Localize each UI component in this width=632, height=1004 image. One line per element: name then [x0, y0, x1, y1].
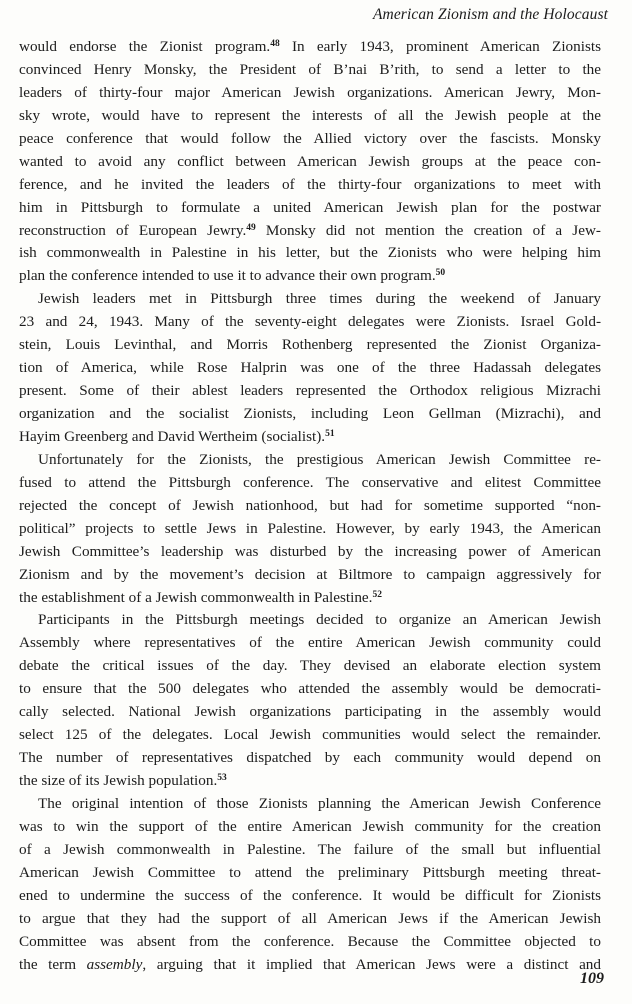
- emphasized-term: assembly: [86, 955, 143, 973]
- text-line: [19, 839, 601, 862]
- text-line: [19, 334, 601, 357]
- text-line: [19, 701, 601, 724]
- text-run: The original intention of those Zionists planning the American Jewish Conference: [38, 794, 601, 812]
- text-run: In early 1943, prominent American Zionists: [279, 38, 601, 55]
- paragraph: [19, 288, 601, 449]
- text-line: [19, 770, 601, 793]
- footnote-ref: 51: [325, 428, 335, 439]
- text-run: debate the critical issues of the day. They devised an elaborate election system: [19, 657, 601, 675]
- text-run: to ensure that the 500 delegates who attended the assembly would be democrati-: [19, 680, 601, 698]
- text-run: Hayim Greenberg and David Wertheim (socialist).: [19, 427, 326, 445]
- text-run: political” projects to settle Jews in Palestine. However, by early 1943, the American: [19, 519, 601, 537]
- text-line: [19, 128, 601, 151]
- text-run: him in Pittsburgh to formulate a united American Jewish plan for the postwar: [19, 198, 601, 216]
- text-run: the establishment of a Jewish commonwealth in Palestine.: [19, 588, 373, 606]
- text-run: tion of America, while Rose Halprin was one of the three Hadassah delegates: [19, 359, 601, 377]
- text-line: [19, 495, 601, 518]
- text-run: Zionism and by the movement’s decision at Biltmore to campaign aggressively for: [19, 565, 601, 583]
- text-run: sky wrote, would have to represent the interests of all the Jewish people at the: [19, 106, 601, 124]
- text-line: [19, 36, 601, 59]
- text-run: Committee was absent from the conference. Because the Committee objected to: [19, 932, 601, 950]
- text-line: [19, 541, 601, 564]
- text-line: [19, 931, 601, 954]
- text-run: Jewish leaders met in Pittsburgh three times during the weekend of January: [38, 290, 601, 308]
- text-line: [19, 380, 601, 403]
- text-line: [19, 151, 601, 174]
- text-line: [19, 105, 601, 128]
- paragraph: [19, 609, 601, 793]
- text-run: Monsky did not mention the creation of a Jew-: [255, 221, 601, 239]
- text-run: Assembly where representatives of the entire American Jewish community could: [19, 634, 601, 652]
- text-run: the size of its Jewish population.: [19, 772, 218, 789]
- text-line: [19, 587, 601, 610]
- text-run: American Jewish Committee to attend the preliminary Pittsburgh meeting threat-: [19, 863, 601, 881]
- text-line: [19, 678, 601, 701]
- text-line: [19, 426, 601, 449]
- text-run: 23 and 24, 1943. Many of the seventy-eight delegates were Zionists. Israel Gold-: [19, 313, 601, 331]
- page-number: 109: [580, 970, 604, 987]
- body-text: [19, 36, 601, 976]
- text-run: present. Some of their ablest leaders represented the Orthodox religious Mizrachi: [19, 382, 601, 400]
- text-run: ish commonwealth in Palestine in his letter, but the Zionists who were helping him: [19, 244, 601, 262]
- text-run: was to win the support of the entire American Jewish community for the creation: [19, 817, 601, 835]
- text-line: [19, 220, 601, 243]
- text-run: to argue that they had the support of all American Jews if the American Jewish: [19, 909, 601, 927]
- text-line: [19, 288, 601, 311]
- text-line: [19, 564, 601, 587]
- text-run: convinced Henry Monsky, the President of B’nai B’rith, to send a letter to the: [19, 60, 601, 78]
- text-line: [19, 174, 601, 197]
- text-line: [19, 747, 601, 770]
- text-run: The number of representatives dispatched by each community would depend on: [19, 749, 601, 767]
- text-line: [19, 954, 601, 977]
- paragraph: [19, 793, 601, 977]
- text-run: organization and the socialist Zionists, including Leon Gellman (Mizrachi), and: [19, 405, 601, 422]
- text-line: [19, 816, 601, 839]
- text-line: [19, 609, 601, 632]
- paragraph: [19, 449, 601, 610]
- text-run: select 125 of the delegates. Local Jewish communities would select the remainder.: [19, 726, 601, 744]
- text-line: [19, 449, 601, 472]
- text-line: [19, 908, 601, 931]
- text-run: rejected the concept of Jewish nationhood, but had for sometime supported “non-: [19, 496, 601, 514]
- text-run: ened to undermine the success of the conference. It would be difficult for Zionists: [19, 886, 601, 904]
- text-line: [19, 885, 601, 908]
- text-line: [19, 357, 601, 380]
- text-line: [19, 793, 601, 816]
- text-run: of a Jewish commonwealth in Palestine. The failure of the small but influential: [19, 840, 601, 858]
- text-run: peace conference that would follow the Allied victory over the fascists. Monsky: [19, 129, 601, 147]
- footnote-ref: 49: [246, 222, 256, 233]
- text-line: [19, 403, 601, 426]
- text-run: reconstruction of European Jewry.: [19, 221, 247, 239]
- text-line: [19, 518, 601, 541]
- text-line: [19, 724, 601, 747]
- text-run: , arguing that it implied that American Jews were a distinct and: [142, 955, 601, 973]
- text-run: Jewish Committee’s leadership was disturbed by the increasing power of American: [19, 542, 601, 560]
- text-run: plan the conference intended to use it to advance their own program.: [19, 267, 436, 285]
- footnote-ref: 53: [217, 773, 227, 783]
- text-run: Participants in the Pittsburgh meetings decided to organize an American Jewish: [38, 611, 601, 629]
- text-line: [19, 862, 601, 885]
- text-run: the term: [19, 955, 87, 973]
- text-line: [19, 655, 601, 678]
- paragraph: [19, 36, 601, 288]
- text-line: [19, 197, 601, 220]
- footnote-ref: 52: [372, 589, 382, 600]
- text-line: [19, 82, 601, 105]
- running-head: American Zionism and the Holocaust: [372, 6, 608, 23]
- text-line: [19, 472, 601, 495]
- text-line: [19, 242, 601, 265]
- text-run: cally selected. National Jewish organizations participating in the assembly would: [19, 703, 601, 721]
- footnote-ref: 48: [270, 39, 280, 49]
- text-line: [19, 311, 601, 334]
- text-line: [19, 632, 601, 655]
- text-run: fused to attend the Pittsburgh conference. The conservative and elitest Committee: [19, 473, 601, 491]
- text-run: wanted to avoid any conflict between American Jewish groups at the peace con-: [19, 152, 601, 170]
- text-line: [19, 265, 601, 288]
- text-line: [19, 59, 601, 82]
- text-run: would endorse the Zionist program.: [19, 38, 271, 55]
- text-run: stein, Louis Levinthal, and Morris Rothenberg represented the Zionist Organiza-: [19, 336, 601, 354]
- text-run: ference, and he invited the leaders of the thirty-four organizations to meet with: [19, 175, 601, 193]
- text-run: Unfortunately for the Zionists, the prestigious American Jewish Committee re-: [38, 450, 601, 468]
- text-run: leaders of thirty-four major American Jewish organizations. American Jewry, Mon-: [19, 83, 601, 101]
- footnote-ref: 50: [435, 268, 446, 279]
